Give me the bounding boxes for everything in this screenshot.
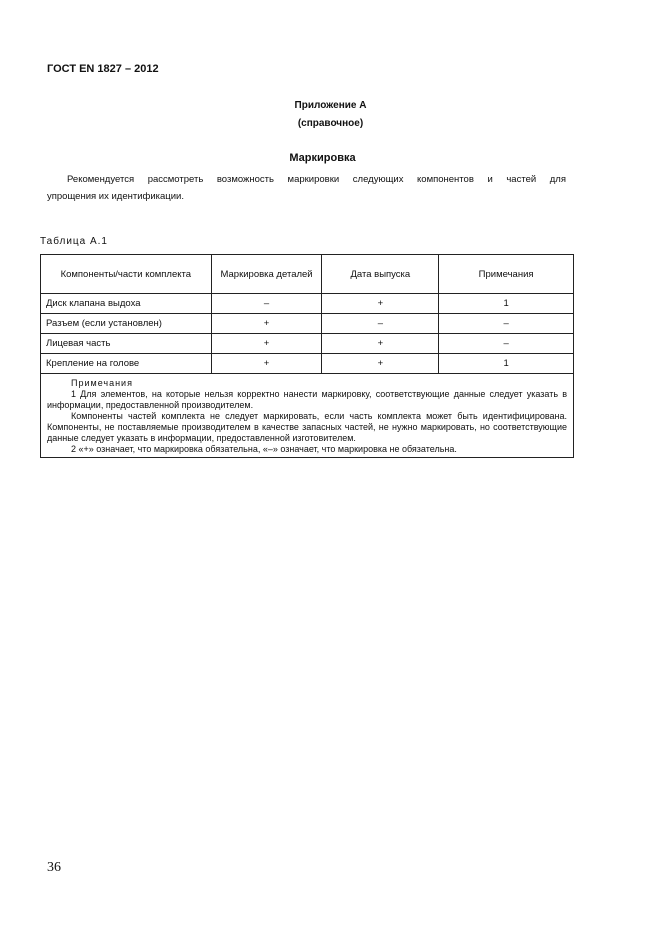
table-cell: +: [211, 314, 322, 334]
table-cell: +: [211, 334, 322, 354]
section-title: Маркировка: [289, 152, 356, 164]
table-cell: 1: [439, 354, 574, 374]
table-cell: +: [211, 354, 322, 374]
table-cell: +: [322, 354, 439, 374]
table-cell: –: [439, 334, 574, 354]
intro-line-2: упрощения их идентификации.: [47, 191, 184, 202]
table-caption: Таблица А.1: [40, 236, 108, 247]
table-cell: –: [211, 294, 322, 314]
table-row: [41, 334, 574, 354]
table-cell: –: [439, 314, 574, 334]
note-text: Компоненты частей комплекта не следует маркировать, если часть комплекта может быть идентифицирована. Компоненты, не поставляемые производителем в качестве запасных частей, не нужно маркировать, но соответствующие данные следует указать в информации, предоставленной изготовителем.: [47, 411, 567, 443]
note-text: 1 Для элементов, на которые нельзя корректно нанести маркировку, соответствующие данные следует указать в информации, предоставленной производителем.: [47, 389, 567, 410]
table-cell: +: [322, 294, 439, 314]
column-header: Компоненты/части комплекта: [41, 255, 212, 294]
column-header: Дата выпуска: [322, 255, 439, 294]
table-cell: Разъем (если установлен): [41, 314, 212, 334]
notes-heading: Примечания: [71, 378, 133, 388]
note-text: 2 «+» означает, что маркировка обязательна, «–» означает, что маркировка не обязательна.: [71, 444, 457, 454]
table-row: [41, 354, 574, 374]
table-notes: [41, 374, 574, 458]
annex-title: Приложение А: [294, 100, 367, 111]
table-row: [41, 294, 574, 314]
annex-subtitle: (справочное): [297, 118, 364, 129]
marking-table: [40, 254, 574, 458]
table-cell: Диск клапана выдоха: [41, 294, 212, 314]
table-cell: Крепление на голове: [41, 354, 212, 374]
table-cell: Лицевая часть: [41, 334, 212, 354]
standard-code: ГОСТ EN 1827 – 2012: [47, 63, 159, 75]
table-notes-row: [41, 374, 574, 458]
table-cell: +: [322, 334, 439, 354]
intro-paragraph: [47, 171, 566, 205]
table-header-row: [41, 255, 574, 294]
column-header: Маркировка деталей: [211, 255, 322, 294]
table-cell: –: [322, 314, 439, 334]
page-number: 36: [47, 860, 61, 875]
intro-line-1: Рекомендуется рассмотреть возможность маркировки следующих компонентов и частей для: [67, 174, 566, 185]
table-cell: 1: [439, 294, 574, 314]
column-header: Примечания: [439, 255, 574, 294]
table-row: [41, 314, 574, 334]
